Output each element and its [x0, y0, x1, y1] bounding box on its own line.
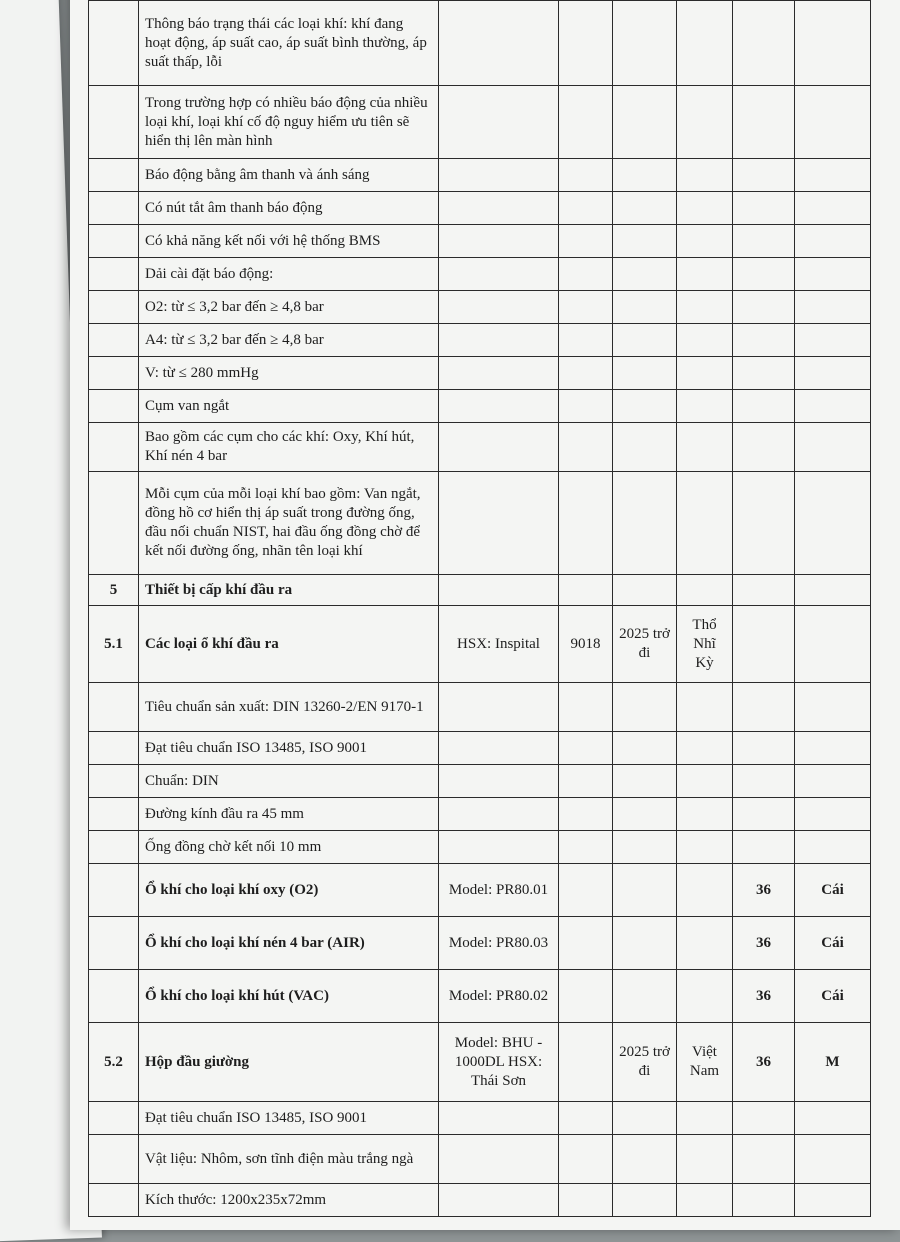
- item-title: Các loại ổ khí đầu ra: [139, 606, 439, 683]
- outlet-name: Ổ khí cho loại khí nén 4 bar (AIR): [139, 917, 439, 970]
- table-row: [89, 1135, 871, 1184]
- table-row: [89, 683, 871, 732]
- outlet-model: Model: PR80.03: [439, 917, 559, 970]
- outlet-name: Ổ khí cho loại khí hút (VAC): [139, 970, 439, 1023]
- spec-text: Báo động bằng âm thanh và ánh sáng: [139, 159, 439, 192]
- table-row: [89, 291, 871, 324]
- spec-text: O2: từ ≤ 3,2 bar đến ≥ 4,8 bar: [139, 291, 439, 324]
- item-row: [89, 1023, 871, 1102]
- outlet-model: Model: PR80.01: [439, 864, 559, 917]
- spec-text: Ống đồng chờ kết nối 10 mm: [139, 831, 439, 864]
- section-title: Thiết bị cấp khí đầu ra: [139, 575, 439, 606]
- table-row: [89, 192, 871, 225]
- code: 9018: [559, 606, 613, 683]
- origin: Thổ Nhĩ Kỳ: [677, 606, 733, 683]
- spec-text: V: từ ≤ 280 mmHg: [139, 357, 439, 390]
- unit: Cái: [795, 917, 871, 970]
- spec-text: Đường kính đầu ra 45 mm: [139, 798, 439, 831]
- spec-text: Kích thước: 1200x235x72mm: [139, 1184, 439, 1217]
- outlet-row: [89, 917, 871, 970]
- table-row: [89, 765, 871, 798]
- outlet-model: Model: PR80.02: [439, 970, 559, 1023]
- table-row: [89, 1184, 871, 1217]
- item-title: Hộp đầu giường: [139, 1023, 439, 1102]
- section-header-row: [89, 575, 871, 606]
- outlet-row: [89, 970, 871, 1023]
- year: 2025 trở đi: [613, 606, 677, 683]
- table-row: [89, 798, 871, 831]
- table-row: [89, 831, 871, 864]
- table-row: [89, 324, 871, 357]
- table-row: [89, 423, 871, 472]
- spec-text: Có nút tắt âm thanh báo động: [139, 192, 439, 225]
- table-row: [89, 225, 871, 258]
- year: 2025 trở đi: [613, 1023, 677, 1102]
- table-row: [89, 732, 871, 765]
- table-row: [89, 258, 871, 291]
- table-row: [89, 159, 871, 192]
- spec-text: Cụm van ngắt: [139, 390, 439, 423]
- spec-text: Vật liệu: Nhôm, sơn tĩnh điện màu trắng ngà: [139, 1135, 439, 1184]
- spec-text: Có khả năng kết nối với hệ thống BMS: [139, 225, 439, 258]
- section-number: 5: [89, 575, 139, 606]
- outlet-name: Ổ khí cho loại khí oxy (O2): [139, 864, 439, 917]
- spec-text: Thông báo trạng thái các loại khí: khí đang hoạt động, áp suất cao, áp suất bình thường, áp suất thấp, lỗi: [139, 1, 439, 86]
- spec-text: Tiêu chuẩn sản xuất: DIN 13260-2/EN 9170-1: [139, 683, 439, 732]
- item-row: [89, 606, 871, 683]
- spec-text: Đạt tiêu chuẩn ISO 13485, ISO 9001: [139, 1102, 439, 1135]
- manufacturer: HSX: Inspital: [439, 606, 559, 683]
- table-row: [89, 86, 871, 159]
- quantity: 36: [733, 864, 795, 917]
- manufacturer: Model: BHU - 1000DL HSX: Thái Sơn: [439, 1023, 559, 1102]
- table-row: [89, 1102, 871, 1135]
- table-row: [89, 472, 871, 575]
- specification-table: [88, 0, 871, 1217]
- table-row: [89, 390, 871, 423]
- item-number: 5.2: [89, 1023, 139, 1102]
- unit: M: [795, 1023, 871, 1102]
- unit: Cái: [795, 970, 871, 1023]
- spec-text: Dải cài đặt báo động:: [139, 258, 439, 291]
- quantity: 36: [733, 970, 795, 1023]
- outlet-row: [89, 864, 871, 917]
- table-row: [89, 357, 871, 390]
- table-row: [89, 1, 871, 86]
- quantity: 36: [733, 917, 795, 970]
- spec-text: Trong trường hợp có nhiều báo động của nhiều loại khí, loại khí cố độ nguy hiểm ưu tiên sẽ hiển thị lên màn hình: [139, 86, 439, 159]
- item-number: 5.1: [89, 606, 139, 683]
- spec-text: Đạt tiêu chuẩn ISO 13485, ISO 9001: [139, 732, 439, 765]
- spec-text: Bao gồm các cụm cho các khí: Oxy, Khí hút, Khí nén 4 bar: [139, 423, 439, 472]
- spec-text: A4: từ ≤ 3,2 bar đến ≥ 4,8 bar: [139, 324, 439, 357]
- quantity: 36: [733, 1023, 795, 1102]
- spec-text: Mỗi cụm của mỗi loại khí bao gồm: Van ngắt, đồng hồ cơ hiển thị áp suất trong đường ống, đầu nối chuẩn NIST, hai đầu ống đồng chờ để kết nối đường ống, nhãn tên loại khí: [139, 472, 439, 575]
- spec-text: Chuẩn: DIN: [139, 765, 439, 798]
- origin: Việt Nam: [677, 1023, 733, 1102]
- unit: Cái: [795, 864, 871, 917]
